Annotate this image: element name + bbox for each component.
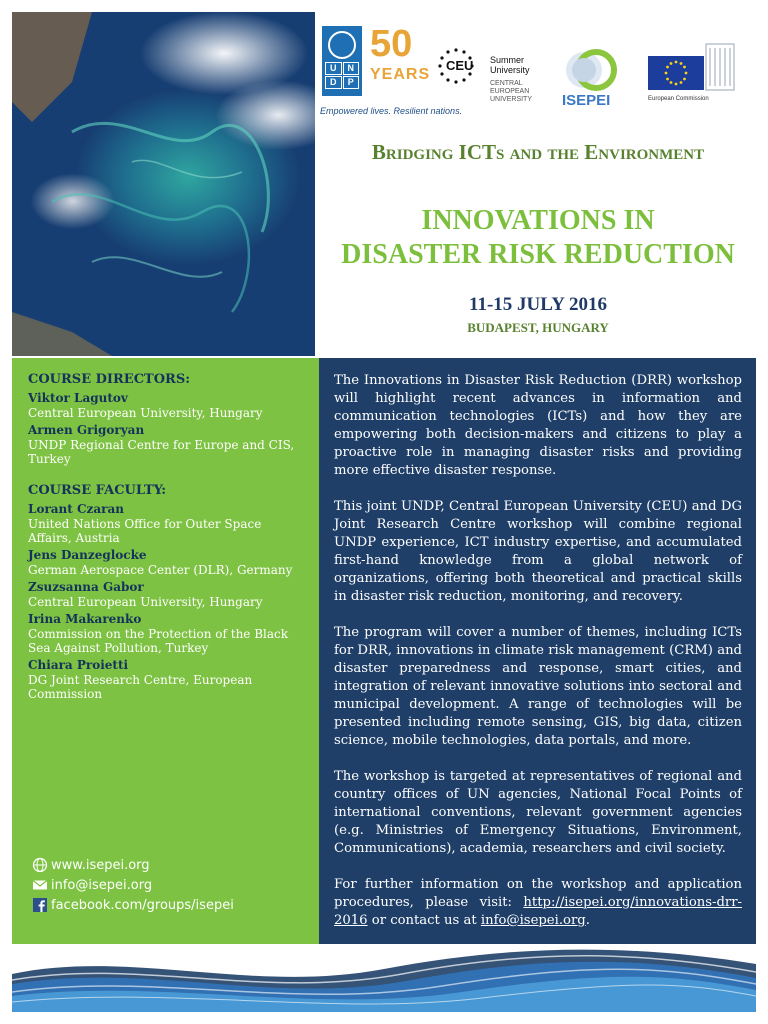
- info-page-link[interactable]: http://isepei.org/innovations-drr-2016: [334, 895, 742, 928]
- paragraph-audience: The workshop is targeted at representatives of regional and country offices of UN agencies, National Focal Points of international conventions, relevant government agencies (e.g. Ministries of Emergency Situations, Environment, Communications), academia, researchers and civil society.: [334, 769, 742, 856]
- contact-email-link[interactable]: info@isepei.org: [480, 913, 586, 928]
- website-text[interactable]: www.isepei.org: [51, 857, 150, 873]
- contact-middle: or contact us at: [367, 913, 481, 928]
- person-org: German Aerospace Center (DLR), Germany: [28, 563, 293, 577]
- undp-logo: [322, 26, 362, 96]
- paragraph-contact: [334, 876, 742, 930]
- person-name: Viktor Lagutov: [28, 391, 128, 405]
- european-commission-logo: [648, 42, 738, 114]
- undp-letter: N: [343, 62, 360, 75]
- title-line-1: INNOVATIONS IN: [421, 205, 655, 236]
- person-org: Central European University, Hungary: [28, 595, 263, 609]
- ceu-abbrev: CEU: [446, 58, 474, 73]
- director-entry: [28, 391, 308, 420]
- satellite-image: [12, 12, 315, 356]
- faculty-entry: [28, 658, 308, 701]
- event-date: 11-15 JULY 2016: [469, 294, 607, 315]
- event-title: [318, 204, 758, 272]
- isepei-logo-icon: [560, 48, 620, 94]
- person-name: Irina Makarenko: [28, 612, 142, 626]
- person-org: United Nations Office for Outer Space Affairs, Austria: [28, 517, 262, 545]
- faculty-heading: COURSE FACULTY:: [28, 483, 167, 498]
- contact-prefix: For further information on the workshop and application procedures, please visit:: [334, 877, 742, 910]
- faculty-entry: [28, 612, 308, 655]
- ec-name: European Commission: [648, 96, 709, 102]
- faculty-entry: [28, 580, 308, 609]
- contact-links: [32, 855, 234, 915]
- isepei-name: ISEPEI: [562, 92, 611, 109]
- ec-building-icon: [648, 42, 738, 96]
- ceu-program: Summer University: [490, 55, 530, 75]
- person-name: Zsuzsanna Gabor: [28, 580, 144, 594]
- undp-50-number: 50: [370, 23, 413, 65]
- director-entry: [28, 423, 308, 466]
- event-location: BUDAPEST, HUNGARY: [467, 320, 609, 335]
- person-name: Jens Danzeglocke: [28, 548, 147, 562]
- undp-letter: U: [325, 62, 342, 75]
- ceu-university: CENTRAL EUROPEAN UNIVERSITY: [490, 80, 533, 103]
- email-text[interactable]: info@isepei.org: [51, 877, 153, 893]
- contact-suffix: .: [585, 913, 590, 928]
- website-link[interactable]: [32, 855, 234, 875]
- faculty-entry: [28, 548, 308, 577]
- person-name: Chiara Proietti: [28, 658, 129, 672]
- directors-heading: COURSE DIRECTORS:: [28, 372, 191, 387]
- course-team-panel: [12, 358, 319, 946]
- wave-decoration: [12, 944, 756, 1012]
- person-org: DG Joint Research Centre, European Commission: [28, 673, 253, 701]
- event-subtitle: Bridging ICTs and the Environment: [371, 140, 705, 164]
- undp-years-label: YEARS: [370, 66, 431, 83]
- envelope-icon: [32, 877, 48, 893]
- facebook-link[interactable]: [32, 895, 234, 915]
- person-name: Lorant Czaran: [28, 502, 124, 516]
- person-org: UNDP Regional Centre for Europe and CIS, Turkey: [28, 438, 295, 466]
- person-org: Central European University, Hungary: [28, 406, 263, 420]
- title-line-2: DISASTER RISK REDUCTION: [341, 239, 735, 270]
- facebook-text[interactable]: facebook.com/groups/isepei: [51, 897, 234, 913]
- facebook-icon: [32, 897, 48, 913]
- paragraph-themes: The program will cover a number of themes, including ICTs for DRR, innovations in climate risk management (CRM) and disaster preparedness and response, smart cities, and integration of relevant innovative solutions into sectoral and municipal development. A range of technologies will be presented including remote sensing, GIS, big data, citizen science, mobile technologies, data portals, and more.: [334, 625, 742, 748]
- undp-letter: P: [343, 76, 360, 89]
- undp-letter: D: [325, 76, 342, 89]
- un-emblem-icon: [328, 31, 356, 59]
- person-org: Commission on the Protection of the Black Sea Against Pollution, Turkey: [28, 627, 289, 655]
- paragraph-overview: The Innovations in Disaster Risk Reduction (DRR) workshop will highlight recent advances in information and communication technologies (ICTs) and how they are empowering both decision-makers and citizens to play a proactive role in managing disaster risks and providing more effective disaster response.: [334, 373, 742, 478]
- paragraph-partners: This joint UNDP, Central European University (CEU) and DG Joint Research Centre workshop will combine regional UNDP experience, ICT industry expertise, and accumulated first-hand knowledge from a global network of organizations, offering both theoretical and practical skills in disaster risk reduction, monitoring, and recovery.: [334, 499, 742, 604]
- description-panel: [319, 358, 756, 946]
- partner-logos: [318, 18, 758, 128]
- email-link[interactable]: [32, 875, 234, 895]
- faculty-entry: [28, 502, 308, 545]
- globe-icon: [32, 857, 48, 873]
- undp-tagline: Empowered lives. Resilient nations.: [320, 106, 463, 116]
- person-name: Armen Grigoryan: [28, 423, 145, 437]
